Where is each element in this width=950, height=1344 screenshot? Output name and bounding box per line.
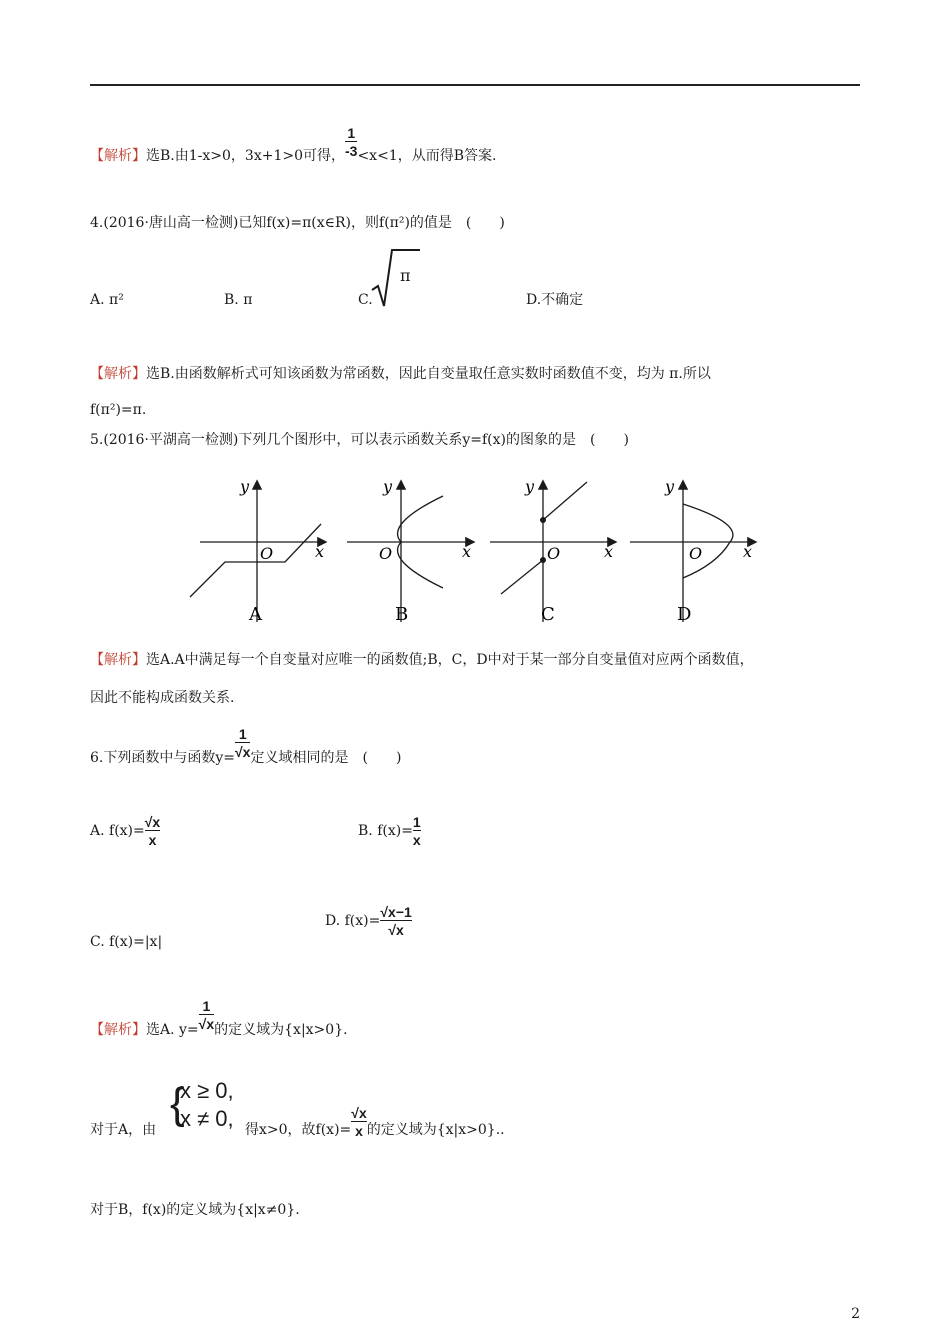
q4-option-c: C.	[358, 292, 373, 308]
q4-option-c-radicand: π	[400, 266, 411, 285]
function-graphs-figure	[185, 472, 765, 632]
analysis-line-4a	[90, 364, 711, 384]
fraction: $\frac{1}{√x}$	[198, 998, 215, 1032]
graph-c	[490, 477, 615, 625]
fraction: $\frac{√x}{x}$	[351, 1105, 367, 1139]
graph-a-origin: O	[260, 544, 274, 563]
q6-option-b: B. f(x)= $\frac{1}{x}$	[358, 814, 421, 848]
graph-c-x-label: x	[604, 542, 614, 561]
condition-1: x ≥ 0,	[180, 1078, 234, 1103]
for-a-text: 得x>0，故f(x)= $\frac{√x}{x}$ 的定义域为{x|x>0}..	[245, 1105, 505, 1139]
graph-b-origin: O	[379, 544, 393, 563]
q4-option-b: B. π	[224, 292, 253, 308]
analysis-tag: 【解析】	[90, 366, 146, 382]
analysis-text: 选B.由1-x>0，3x+1>0可得，	[146, 148, 345, 164]
graph-b-y-label: y	[383, 477, 393, 496]
question-5-stem: 5.(2016·平湖高一检测)下列几个图形中，可以表示函数关系y=f(x)的图象的是 ( )	[90, 432, 629, 448]
graph-d-label: D	[677, 604, 692, 625]
fraction: $\frac{1}{x}$	[412, 814, 421, 848]
analysis-line-5a	[90, 650, 754, 670]
graph-b-x-label: x	[462, 542, 472, 561]
q6-option-d: D. f(x)= $\frac{√x-1}{√x}$	[325, 904, 412, 938]
condition-2: x ≠ 0,	[180, 1106, 234, 1131]
analysis-text-cont: <x<1，从而得B答案.	[357, 148, 497, 164]
analysis-line-6: 【解析】选A. y= $\frac{1}{√x}$ 的定义域为{x|x>0}.	[90, 998, 348, 1038]
graph-d-y-label: y	[665, 477, 675, 496]
for-b-text: 对于B，f(x)的定义域为{x|x≠0}.	[90, 1202, 300, 1218]
graph-c-y-label: y	[525, 477, 535, 496]
q6-option-c: C. f(x)=|x|	[90, 934, 163, 950]
analysis-tag: 【解析】	[90, 148, 146, 164]
q4-option-d: D.不确定	[526, 292, 584, 308]
analysis-line-3	[90, 125, 497, 166]
graph-d	[630, 477, 755, 625]
graph-c-label: C	[541, 604, 555, 625]
graph-d-origin: O	[689, 544, 703, 563]
fraction: $\frac{1}{-3}$	[345, 125, 358, 159]
graph-d-x-label: x	[743, 542, 753, 561]
analysis-line-4b: f(π²)=π.	[90, 402, 147, 418]
analysis-tag: 【解析】	[90, 1022, 146, 1038]
left-brace-icon: {	[170, 1079, 185, 1128]
fraction: $\frac{√x}{x}$	[144, 814, 161, 848]
graph-a-x-label: x	[315, 542, 325, 561]
header-rule	[90, 84, 860, 86]
graph-c-origin: O	[547, 544, 561, 563]
analysis-tag: 【解析】	[90, 652, 146, 668]
sqrt-pi-icon	[370, 246, 422, 310]
q4-option-a: A. π²	[90, 292, 124, 308]
analysis-text: 选A.A中满足每一个自变量对应唯一的函数值;B，C，D中对于某一部分自变量值对应两个函数值，	[146, 652, 754, 668]
analysis-text: 选B.由函数解析式可知该函数为常函数，因此自变量取任意实数时函数值不变，均为 π.所以	[146, 366, 711, 382]
graph-a-y-label: y	[240, 477, 250, 496]
question-6-stem: 6.下列函数中与函数y= $\frac{1}{√x}$ 定义域相同的是 ( )	[90, 726, 402, 766]
question-4-stem: 4.(2016·唐山高一检测)已知f(x)=π(x∈R)，则f(π²)的值是 ( )	[90, 215, 505, 231]
graph-b	[347, 477, 473, 625]
graph-b-label: B	[395, 604, 409, 625]
q6-option-a: A. f(x)= $\frac{√x}{x}$	[90, 814, 161, 848]
analysis-line-5b: 因此不能构成函数关系.	[90, 690, 235, 706]
fraction: $\frac{1}{√x}$	[235, 726, 251, 760]
fraction: $\frac{√x-1}{√x}$	[380, 904, 412, 938]
graph-a	[190, 477, 325, 625]
graph-a-label: A	[249, 604, 262, 625]
for-a-pre: 对于A，由	[90, 1122, 157, 1138]
page-number: 2	[851, 1306, 860, 1322]
